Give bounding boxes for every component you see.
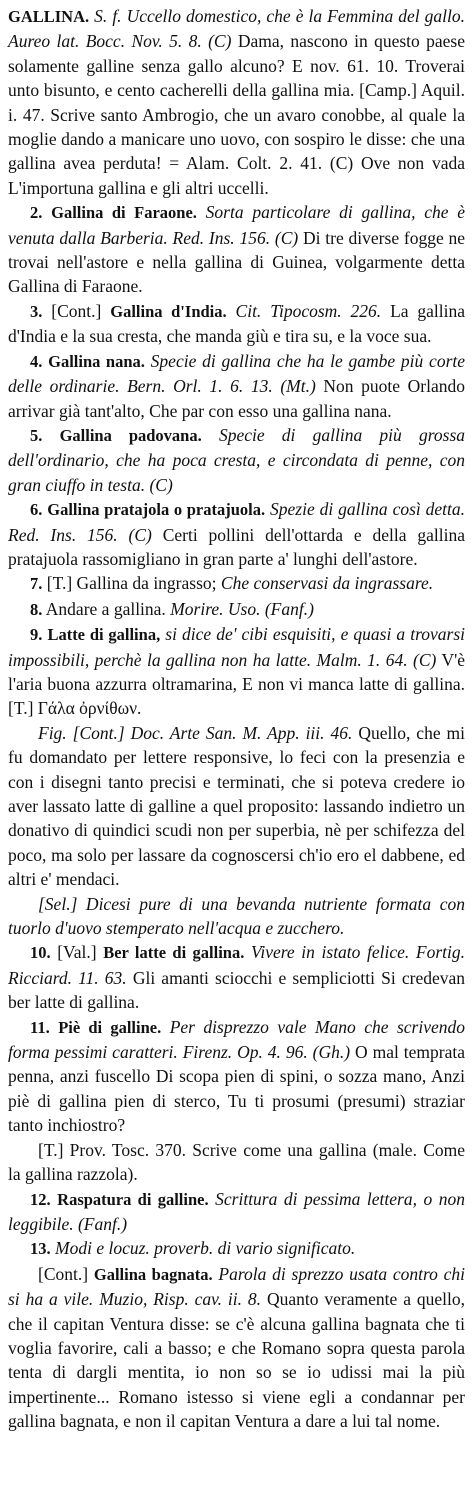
sense-term: Gallina padovana.	[59, 425, 202, 445]
sense-definition: [T.] Prov. Tosc. 370.	[38, 1139, 186, 1160]
sense-term: Piè di galline.	[58, 1017, 162, 1037]
sense-text: Certi pollini dell'ottarda e della gallina pratajuola rassomigliano in gran parte a' lunghi dell'astore.	[8, 524, 465, 569]
sense-11-proverb	[8, 1138, 465, 1187]
sense-11	[8, 1015, 465, 1138]
sense-term: Gallina d'India.	[110, 301, 227, 321]
sense-number: 6.	[30, 500, 43, 520]
sense-tag: [Val.]	[57, 942, 97, 963]
sense-definition: Spezie di gallina così detta. Red. Ins. 156. (C)	[8, 499, 466, 545]
sense-tag: [Cont.]	[51, 300, 102, 321]
sense-term: Ber latte di gallina.	[103, 943, 245, 963]
sense-text: O mal temprata penna, anzi fuscello Di scopa pien di spini, o sozza mano, Anzi piè di gallina pien di sterco, Tu ti prosumi (presumi) straziar tanto inchiostro?	[8, 1042, 465, 1136]
sense-definition: Sorta particolare di gallina, che è venuta dalla Barberia. Red. Ins. 156. (C)	[8, 202, 466, 248]
sense-definition: Specie di gallina più grossa dell'ordinario, che ha poca cresta, e circondata di penne, con gran ciuffo in testa. (C)	[8, 424, 466, 495]
sense-9	[8, 622, 465, 721]
sense-number: 3.	[30, 301, 43, 321]
sense-7	[8, 571, 465, 596]
sense-term: Gallina da ingrasso;	[76, 573, 217, 594]
sense-2	[8, 200, 465, 299]
sense-definition: Vivere in istato felice. Fortig. Ricciard. 11. 63.	[8, 942, 465, 988]
sense-3	[8, 299, 465, 349]
sense-term: Latte di gallina,	[47, 625, 161, 645]
headword: GALLINA.	[8, 7, 90, 26]
sense-definition: Morire. Uso. (Fanf.)	[170, 598, 314, 619]
sense-number: 11.	[30, 1017, 50, 1037]
sense-term: Gallina nana.	[48, 351, 145, 371]
sense-6	[8, 497, 465, 571]
sense-tag: [Cont.]	[38, 1263, 89, 1284]
sense-definition: [Sel.] Dicesi pure di una bevanda nutriente formata con tuorlo d'uovo stemperato nell'acqua e zucchero.	[8, 893, 465, 939]
sense-8	[8, 597, 465, 622]
sense-text: Scrive come una gallina (male. Come la gallina razzola).	[8, 1139, 466, 1185]
sense-definition: Scrittura di pessima lettera, o non leggibile. (Fanf.)	[8, 1188, 466, 1234]
sense-term: Gallina di Faraone.	[51, 203, 197, 223]
sense-definition: Che conservasi da ingrassare.	[220, 573, 434, 594]
sense-text: V'è l'aria buona azzurra oltramarina, E non vi manca latte di gallina. [T.] Γάλα ὀρνίθων.	[8, 649, 465, 719]
sense-4	[8, 349, 465, 423]
sense-definition: Cit. Tipocosm. 226.	[235, 300, 382, 321]
sense-9-figurative	[8, 721, 465, 892]
sense-text: Gli amanti sciocchi e sempliciotti Si credevan ber latte di gallina.	[8, 967, 465, 1013]
sense-number: 5.	[30, 425, 43, 445]
sense-definition: Per disprezzo vale Mano che scrivendo forma pessimi caratteri. Firenz. Op. 4. 96. (Gh.)	[8, 1016, 466, 1063]
grammar: S. f.	[94, 6, 122, 26]
sense-definition: Specie di gallina che ha le gambe più corte delle ordinarie. Bern. Orl. 1. 6. 13. (Mt.)	[8, 350, 466, 397]
sense-text: La gallina d'India e la sua cresta, che manda giù e tira su, e la voce sua.	[8, 300, 466, 347]
sense-text: Quanto veramente a quello, che il capitan Ventura disse: se c'è alcuna gallina bagnata che ti voglia favorire, cali a basso; e che Romano sopra questa parola tenta di dargli mentita, io non so se io udissi mai la più impertinente... Romano istesso si viene egli a condannar per gallina bagnata, e non il capitan Ventura a dare a lui tal nome.	[8, 1289, 465, 1432]
sense-definition: si dice de' cibi esquisiti, e quasi a trovarsi impossibili, perchè la gallina non ha latte. Malm. 1. 64. (C)	[8, 624, 465, 670]
sense-13	[8, 1236, 465, 1261]
sense-9-beverage	[8, 892, 465, 941]
sense-text: Quello, che mi fu domandato per lettere responsive, lo feci con la presenzia e con i disegni tanto precisi e terminati, che si poteva credere io aver lassato latte di galline a quel proposito: lassando indietro un donativo di quindici scudi non per superbia, nè per schifezza del poco, ma solo per lassare da cognoscersi ch'io ero el dabbene, ed altri e' mendaci.	[8, 722, 466, 890]
sense-number: 9.	[30, 625, 43, 645]
sense-definition: Modi e locuz. proverb. di vario significato.	[55, 1238, 356, 1259]
sense-definition: Fig. [Cont.] Doc. Arte San. M. App. iii. 46.	[38, 722, 353, 743]
sense-12	[8, 1187, 465, 1237]
sense-number: 4.	[30, 351, 43, 371]
sense-tag: [T.]	[46, 573, 73, 594]
sense-number: 10.	[30, 943, 51, 963]
sense-number: 12.	[30, 1189, 51, 1209]
sense-term: Gallina pratajola o pratajuola.	[47, 500, 266, 520]
sense-number: 8.	[30, 599, 43, 619]
sense-13-gallina-bagnata	[8, 1262, 465, 1434]
sense-text: Di tre diverse fogge ne trovai nell'astore e nella gallina di Guinea, volgarmente detta Gallina di Faraone.	[8, 227, 466, 297]
sense-number: 7.	[30, 574, 43, 594]
entry-gallina	[8, 4, 465, 200]
sense-term: Raspatura di galline.	[57, 1189, 209, 1209]
sense-5	[8, 423, 465, 497]
sense-text: Non puote Orlando arrivar già tant'alto, Che par con esso una gallina nana.	[8, 376, 465, 421]
quotation: Dama, nascono in questo paese solamente galline senza gallo alcuno? E nov. 61. 10. Troverai unto bisunto, e cento cacherelli della gallina mia. [Camp.] Aquil. i. 47. Scrive santo Ambrogio, che un avaro conobbe, al quale la moglie dando a manicare uno uovo, con sospiro le disse: che una gallina avea perduta! = Alam. Colt. 2. 41. (C) Ove non vada L'importuna gallina e gli altri uccelli.	[8, 31, 466, 198]
definition: Uccello domestico, che è la Femmina del gallo. Aureo lat. Bocc. Nov. 5. 8. (C)	[8, 6, 466, 52]
sense-10	[8, 940, 465, 1014]
sense-number: 13.	[30, 1239, 51, 1259]
sense-number: 2.	[30, 203, 43, 223]
sense-definition: Parola di sprezzo usata contro chi si ha a vile. Muzio, Risp. cav. ii. 8.	[8, 1263, 466, 1310]
sense-term: Andare a gallina.	[45, 598, 166, 619]
sense-term: Gallina bagnata.	[93, 1264, 213, 1284]
